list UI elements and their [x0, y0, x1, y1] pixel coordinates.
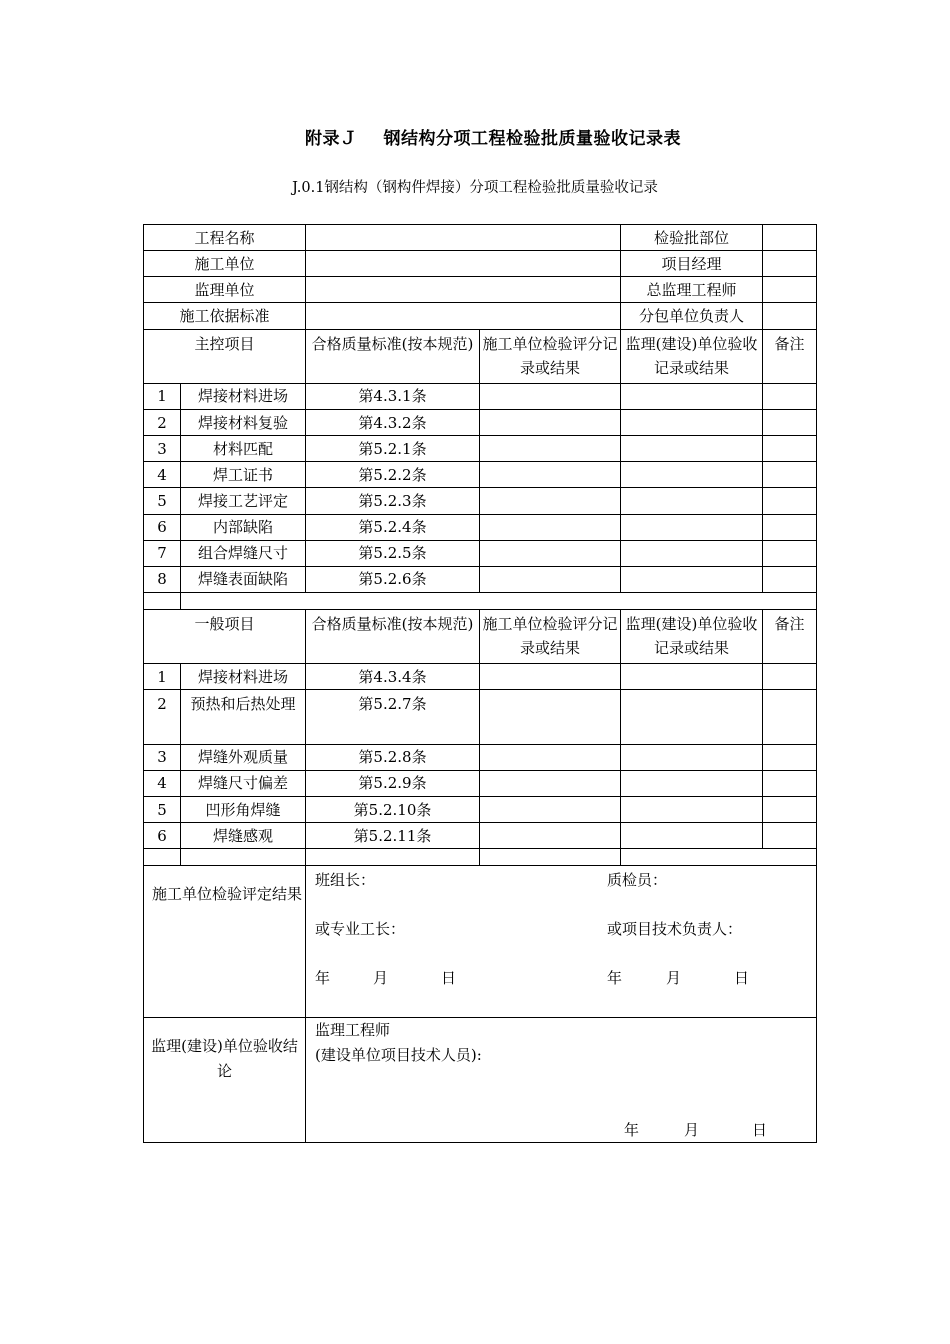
date-day: 日 — [441, 969, 457, 988]
item-standard: 第5.2.6条 — [306, 566, 480, 592]
item-name: 焊缝外观质量 — [181, 744, 306, 770]
info-right-label: 分包单位负责人 — [621, 303, 763, 329]
table-row — [144, 436, 817, 462]
item-name: 凹形角焊缝 — [181, 797, 306, 823]
item-number: 2 — [144, 690, 181, 744]
item-standard: 第5.2.1条 — [306, 436, 480, 462]
date-year: 年 — [624, 1121, 640, 1140]
item-name: 焊缝表面缺陷 — [181, 566, 306, 592]
date-month: 月 — [373, 969, 389, 988]
info-label: 监理单位 — [144, 277, 306, 303]
item-standard: 第5.2.2条 — [306, 462, 480, 488]
item-number: 2 — [144, 409, 181, 435]
tech-lead-label: 或项目技术负责人： — [607, 920, 743, 939]
contractor-result-field[interactable] — [480, 409, 621, 435]
item-number: 3 — [144, 744, 181, 770]
item-standard: 第5.2.4条 — [306, 514, 480, 540]
table-row — [144, 690, 817, 744]
contractor-result-field[interactable] — [480, 823, 621, 849]
date-year: 年 — [607, 969, 623, 988]
page-title — [0, 124, 950, 149]
contractor-result-field[interactable] — [480, 488, 621, 514]
remark-field[interactable] — [763, 409, 817, 435]
remark-header: 备注 — [763, 610, 817, 664]
table-row — [144, 514, 817, 540]
item-number: 1 — [144, 383, 181, 409]
remark-field[interactable] — [763, 690, 817, 744]
contractor-result-field[interactable] — [480, 436, 621, 462]
item-name: 焊接材料进场 — [181, 383, 306, 409]
standard-header: 合格质量标准(按本规范) — [306, 610, 480, 664]
info-right-label: 项目经理 — [621, 251, 763, 277]
item-number: 4 — [144, 462, 181, 488]
info-right-label: 检验批部位 — [621, 225, 763, 251]
supervisor-result-field[interactable] — [621, 823, 763, 849]
item-name: 焊接材料复验 — [181, 409, 306, 435]
remark-header: 备注 — [763, 329, 817, 383]
supervisor-conclusion-label: 监理(建设)单位验收结论 — [144, 1018, 306, 1143]
info-label: 工程名称 — [144, 225, 306, 251]
item-number: 6 — [144, 823, 181, 849]
item-standard: 第5.2.7条 — [306, 690, 480, 744]
item-standard: 第4.3.1条 — [306, 383, 480, 409]
table-row — [144, 488, 817, 514]
standard-header: 合格质量标准(按本规范) — [306, 329, 480, 383]
table-row — [144, 664, 817, 690]
item-number: 5 — [144, 488, 181, 514]
title-main: 钢结构分项工程检验批质量验收记录表 — [383, 129, 681, 149]
supervisor-result-field[interactable] — [621, 409, 763, 435]
item-name: 内部缺陷 — [181, 514, 306, 540]
supervisor-result-field[interactable] — [621, 770, 763, 796]
supervisor-conclusion-row — [144, 1018, 817, 1143]
remark-field[interactable] — [763, 436, 817, 462]
info-value-field[interactable] — [306, 303, 621, 329]
supervisor-header: 监理(建设)单位验收记录或结果 — [621, 329, 763, 383]
team-leader-label: 班组长： — [315, 871, 376, 890]
item-standard: 第4.3.4条 — [306, 664, 480, 690]
info-label: 施工单位 — [144, 251, 306, 277]
inspection-record-table — [143, 224, 817, 1143]
remark-field[interactable] — [763, 770, 817, 796]
general-header-row — [144, 610, 817, 664]
owner-tech-label: (建设单位项目技术人员): — [315, 1046, 482, 1065]
item-number: 1 — [144, 664, 181, 690]
date-year: 年 — [315, 969, 331, 988]
table-row — [144, 409, 817, 435]
remark-field[interactable] — [763, 797, 817, 823]
item-number: 4 — [144, 770, 181, 796]
item-name: 材料匹配 — [181, 436, 306, 462]
item-name: 焊缝感观 — [181, 823, 306, 849]
info-row — [144, 303, 817, 329]
inspector-label: 质检员： — [607, 871, 668, 890]
blank-row — [144, 592, 817, 609]
supervisor-result-field[interactable] — [621, 436, 763, 462]
table-row — [144, 462, 817, 488]
supervisor-result-field[interactable] — [621, 690, 763, 744]
info-right-value-field[interactable] — [763, 225, 817, 251]
date-day: 日 — [734, 969, 750, 988]
remark-field[interactable] — [763, 566, 817, 592]
item-standard: 第4.3.2条 — [306, 409, 480, 435]
supervisor-header: 监理(建设)单位验收记录或结果 — [621, 610, 763, 664]
contractor-result-field[interactable] — [480, 797, 621, 823]
supervisor-result-field[interactable] — [621, 797, 763, 823]
remark-field[interactable] — [763, 462, 817, 488]
item-name: 组合焊缝尺寸 — [181, 540, 306, 566]
contractor-result-field[interactable] — [480, 540, 621, 566]
blank-row — [144, 849, 817, 866]
info-right-value-field[interactable] — [763, 303, 817, 329]
appendix-label: 附录Ｊ — [305, 129, 358, 149]
supervisor-result-field[interactable] — [621, 664, 763, 690]
item-number: 5 — [144, 797, 181, 823]
item-name: 焊接材料进场 — [181, 664, 306, 690]
item-standard: 第5.2.8条 — [306, 744, 480, 770]
supervisor-result-field[interactable] — [621, 488, 763, 514]
item-number: 8 — [144, 566, 181, 592]
remark-field[interactable] — [763, 744, 817, 770]
supervisor-result-field[interactable] — [621, 462, 763, 488]
table-row — [144, 744, 817, 770]
item-standard: 第5.2.5条 — [306, 540, 480, 566]
contractor-header: 施工单位检验评分记录或结果 — [480, 610, 621, 664]
contractor-result-field[interactable] — [480, 514, 621, 540]
item-standard: 第5.2.3条 — [306, 488, 480, 514]
contractor-signature-area[interactable] — [306, 866, 817, 1018]
supervisor-result-field[interactable] — [621, 540, 763, 566]
info-right-value-field[interactable] — [763, 277, 817, 303]
contractor-header: 施工单位检验评分记录或结果 — [480, 329, 621, 383]
contractor-result-field[interactable] — [480, 383, 621, 409]
date-month: 月 — [666, 969, 682, 988]
date-day: 日 — [752, 1121, 768, 1140]
general-item-header: 一般项目 — [144, 610, 306, 664]
info-row — [144, 251, 817, 277]
item-name: 焊工证书 — [181, 462, 306, 488]
contractor-result-label: 施工单位检验评定结果 — [144, 866, 306, 1018]
item-name: 焊接工艺评定 — [181, 488, 306, 514]
remark-field[interactable] — [763, 823, 817, 849]
info-row — [144, 225, 817, 251]
supervisor-signature-area[interactable] — [306, 1018, 817, 1143]
engineer-label: 监理工程师 — [315, 1021, 391, 1040]
page-subtitle: J.0.1钢结构（钢构件焊接）分项工程检验批质量验收记录 — [292, 180, 658, 196]
info-right-value-field[interactable] — [763, 251, 817, 277]
remark-field[interactable] — [763, 488, 817, 514]
item-number: 3 — [144, 436, 181, 462]
item-standard: 第5.2.10条 — [306, 797, 480, 823]
main-item-header: 主控项目 — [144, 329, 306, 383]
item-standard: 第5.2.9条 — [306, 770, 480, 796]
info-row — [144, 277, 817, 303]
supervisor-result-field[interactable] — [621, 566, 763, 592]
contractor-result-field[interactable] — [480, 744, 621, 770]
supervisor-result-field[interactable] — [621, 383, 763, 409]
info-value-field[interactable] — [306, 277, 621, 303]
info-right-label: 总监理工程师 — [621, 277, 763, 303]
table-row — [144, 540, 817, 566]
date-month: 月 — [684, 1121, 700, 1140]
contractor-result-field[interactable] — [480, 690, 621, 744]
item-number: 7 — [144, 540, 181, 566]
foreman-label: 或专业工长： — [315, 920, 406, 939]
remark-field[interactable] — [763, 383, 817, 409]
remark-field[interactable] — [763, 514, 817, 540]
info-value-field[interactable] — [306, 251, 621, 277]
contractor-result-field[interactable] — [480, 462, 621, 488]
remark-field[interactable] — [763, 664, 817, 690]
contractor-result-field[interactable] — [480, 664, 621, 690]
table-row — [144, 566, 817, 592]
info-value-field[interactable] — [306, 225, 621, 251]
item-number: 6 — [144, 514, 181, 540]
contractor-result-row — [144, 866, 817, 1018]
table-row — [144, 383, 817, 409]
table-row — [144, 770, 817, 796]
item-standard: 第5.2.11条 — [306, 823, 480, 849]
item-name: 预热和后热处理 — [181, 690, 306, 744]
contractor-result-field[interactable] — [480, 566, 621, 592]
info-label: 施工依据标准 — [144, 303, 306, 329]
table-row — [144, 797, 817, 823]
remark-field[interactable] — [763, 540, 817, 566]
contractor-result-field[interactable] — [480, 770, 621, 796]
table-row — [144, 823, 817, 849]
supervisor-result-field[interactable] — [621, 744, 763, 770]
main-header-row — [144, 329, 817, 383]
supervisor-result-field[interactable] — [621, 514, 763, 540]
item-name: 焊缝尺寸偏差 — [181, 770, 306, 796]
